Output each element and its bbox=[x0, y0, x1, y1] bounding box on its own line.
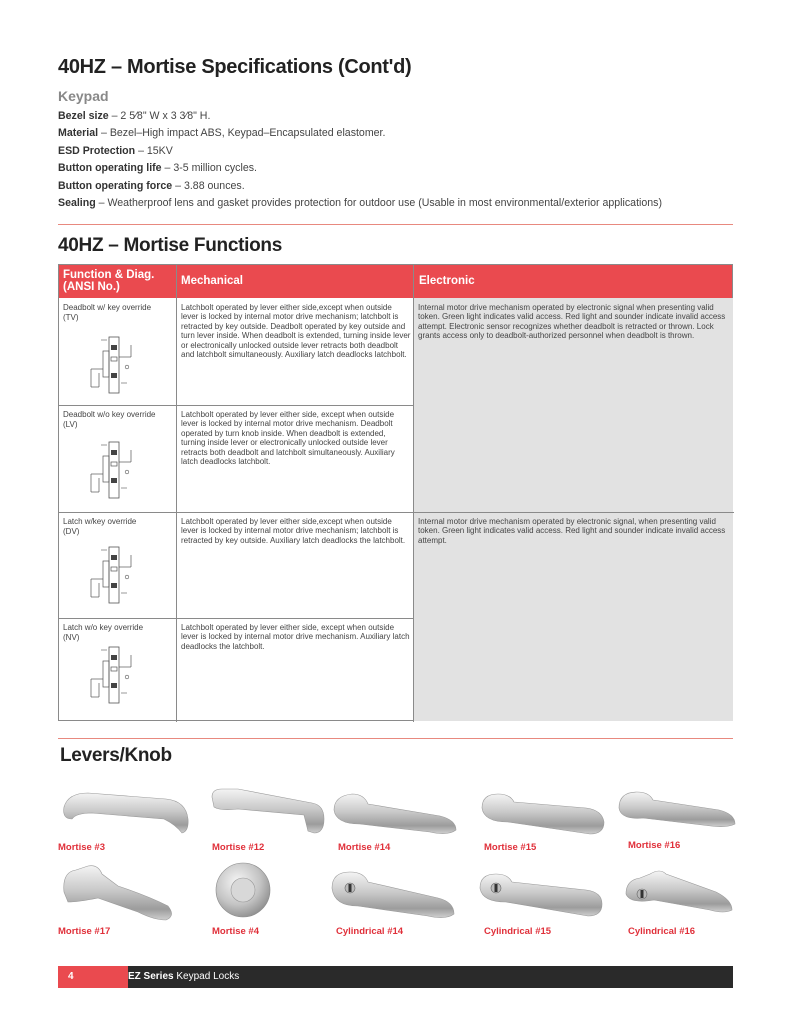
function-ansi: (LV) bbox=[63, 420, 78, 429]
column-header-electronic: Electronic bbox=[419, 275, 475, 287]
electronic-description: Internal motor drive mechanism operated by electronic signal when presenting valid token. Green light indicates valid access. Red light and sounder indicate invalid access attempt. Electronic sensor recognizes whether deadbolt is retracted or thrown. Lock grants access only to deadbolt-authorized personnel when deadbolt is thrown. bbox=[418, 303, 726, 341]
table-row-tv bbox=[63, 303, 173, 323]
spec-value: – Weatherproof lens and gasket provides protection for outdoor use (Usable in most environmental/exterior applications) bbox=[95, 197, 662, 210]
spec-label: Button operating life bbox=[58, 162, 162, 175]
lever-label: Mortise #16 bbox=[628, 840, 681, 851]
page-footer bbox=[58, 966, 733, 988]
electronic-column-bg bbox=[414, 298, 733, 721]
lever-cylindrical-15-icon bbox=[476, 870, 606, 922]
lock-diagram-icon bbox=[87, 645, 147, 705]
spec-value: – 3-5 million cycles. bbox=[161, 162, 257, 175]
column-header-mechanical: Mechanical bbox=[181, 275, 243, 287]
lever-mortise-3-icon bbox=[58, 785, 193, 840]
lever-label: Cylindrical #16 bbox=[628, 926, 696, 937]
lock-diagram-icon bbox=[87, 545, 147, 605]
footer-product: Keypad Locks bbox=[173, 971, 240, 982]
mechanical-description: Latchbolt operated by lever either side,except when outside lever is locked by internal motor drive mechanism; latchbolt is retracted by key outside. Auxiliary latch deadlocks the latchbolt. bbox=[181, 517, 406, 545]
function-name: Deadbolt w/o key override bbox=[63, 410, 156, 419]
mechanical-description: Latchbolt operated by lever either side, except when outside lever is locked by internal motor drive mechanism. Auxiliary latch deadlocks the latchbolt. bbox=[181, 623, 410, 651]
lever-label: Mortise #15 bbox=[484, 842, 537, 853]
spec-value: – 3.88 ounces. bbox=[172, 179, 245, 192]
spec-label: ESD Protection bbox=[58, 144, 136, 157]
spec-sealing bbox=[58, 195, 738, 212]
page-number: 4 bbox=[58, 966, 128, 988]
function-ansi: (NV) bbox=[63, 633, 80, 642]
spec-value: – Bezel–High impact ABS, Keypad–Encapsulated elastomer. bbox=[98, 127, 386, 140]
footer-title bbox=[128, 971, 239, 982]
lever-cylindrical-14-icon bbox=[328, 868, 456, 926]
lever-mortise-15-icon bbox=[478, 790, 608, 838]
lever-label: Mortise #14 bbox=[338, 842, 391, 853]
page-title: 40HZ – Mortise Specifications (Cont'd) bbox=[58, 56, 412, 78]
keypad-specs bbox=[58, 108, 738, 212]
table-row-lv bbox=[63, 410, 173, 430]
spec-material bbox=[58, 125, 738, 142]
spec-button-life bbox=[58, 160, 738, 177]
function-name: Latch w/o key override bbox=[63, 623, 144, 632]
spec-bezel-size bbox=[58, 108, 738, 125]
column-header-function: Function & Diag. (ANSI No.) bbox=[63, 269, 155, 293]
lever-mortise-12-icon bbox=[208, 785, 328, 840]
column-divider bbox=[413, 265, 414, 722]
row-divider bbox=[59, 405, 414, 406]
lever-label: Mortise #3 bbox=[58, 842, 105, 853]
mechanical-description: Latchbolt operated by lever either side, except when outside lever is locked by internal motor drive mechanism. Deadbolt operated by turn knob inside. When deadbolt is extended, turning inside lever or electronically unlocked outside lever retracts both deadbolt and latchbolt simultaneously. Auxiliary latch deadlocks latchbolt. bbox=[181, 410, 395, 467]
spec-button-force bbox=[58, 178, 738, 195]
electronic-description: Internal motor drive mechanism operated by electronic signal, when presenting valid token. Green light indicates valid access. Red light and sounder indicate invalid access attempt. bbox=[418, 517, 726, 545]
functions-heading: 40HZ – Mortise Functions bbox=[58, 235, 283, 256]
spec-esd bbox=[58, 143, 738, 160]
row-divider bbox=[59, 618, 414, 619]
lever-mortise-14-icon bbox=[330, 790, 460, 838]
divider bbox=[58, 738, 733, 739]
lever-label: Mortise #4 bbox=[212, 926, 259, 937]
mechanical-description: Latchbolt operated by lever either side,except when outside lever is locked by internal motor drive mechanism; latchbolt is retracted by key outside. Deadbolt operated by key outside and turn lever inside. When deadbolt is extended, turning inside lever or electronically unlocked outside lever retracts both deadbolt and latchbolt simultaneously. Auxiliary latch deadlocks latchbolt. bbox=[181, 303, 411, 360]
lever-label: Mortise #17 bbox=[58, 926, 111, 937]
divider bbox=[58, 224, 733, 225]
row-divider bbox=[59, 512, 734, 513]
spec-label: Bezel size bbox=[58, 110, 109, 122]
knob-mortise-4-icon bbox=[213, 860, 273, 920]
functions-table bbox=[58, 264, 733, 721]
lever-cylindrical-16-icon bbox=[620, 864, 738, 922]
levers-heading: Levers/Knob bbox=[60, 745, 172, 766]
column-divider bbox=[176, 265, 177, 722]
lever-label: Cylindrical #15 bbox=[484, 926, 552, 937]
function-name: Deadbolt w/ key override bbox=[63, 303, 152, 312]
lever-mortise-16-icon bbox=[615, 788, 740, 836]
footer-series: EZ Series bbox=[128, 971, 174, 982]
table-row-nv bbox=[63, 623, 173, 643]
spec-value: – 2 5⁄8" W x 3 3⁄8" H. bbox=[108, 110, 211, 122]
lever-label: Cylindrical #14 bbox=[336, 926, 404, 937]
keypad-heading: Keypad bbox=[58, 88, 109, 104]
function-name: Latch w/key override bbox=[63, 517, 137, 526]
spec-label: Material bbox=[58, 127, 99, 140]
spec-label: Button operating force bbox=[58, 179, 173, 192]
table-header bbox=[59, 265, 732, 298]
spec-label: Sealing bbox=[58, 197, 96, 210]
lever-label: Mortise #12 bbox=[212, 842, 265, 853]
function-ansi: (DV) bbox=[63, 527, 80, 536]
lock-diagram-icon bbox=[87, 335, 147, 395]
lever-mortise-17-icon bbox=[58, 862, 178, 924]
spec-value: – 15KV bbox=[135, 144, 173, 157]
function-ansi: (TV) bbox=[63, 313, 79, 322]
table-row-dv bbox=[63, 517, 173, 537]
lock-diagram-icon bbox=[87, 440, 147, 500]
